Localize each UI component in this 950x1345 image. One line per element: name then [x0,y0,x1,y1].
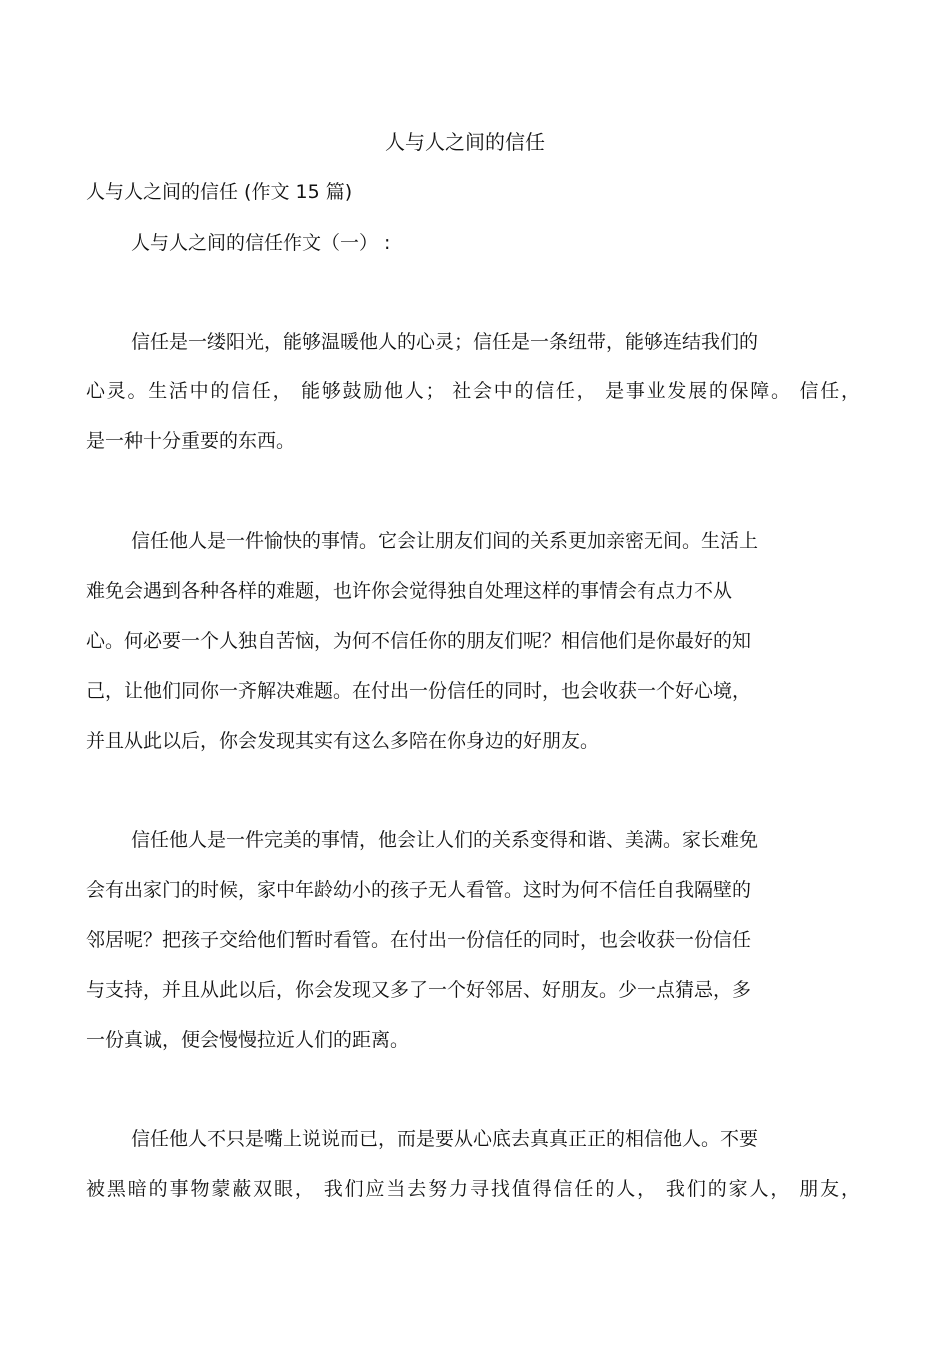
paragraph-1-line-3: 是一种十分重要的东西。 [86,430,296,452]
paragraph-3-line-4: 与支持，并且从此以后，你会发现又多了一个好邻居、好朋友。少一点猜忌，多 [86,979,752,1001]
paragraph-2-line-5: 并且从此以后，你会发现其实有这么多陪在你身边的好朋友。 [86,730,600,752]
paragraph-3-line-3: 邻居呢？把孩子交给他们暂时看管。在付出一份信任的同时，也会收获一份信任 [86,929,752,951]
paragraph-3-line-1: 信任他人是一件完美的事情，他会让人们的关系变得和谐、美满。家长难免 [131,829,759,851]
paragraph-1-line-2: 心灵。生活中的信任， 能够鼓励他人； 社会中的信任， 是事业发展的保障。 信任， [86,380,860,402]
document-title: 人与人之间的信任 [385,130,545,154]
paragraph-2-line-4: 己，让他们同你一齐解决难题。在付出一份信任的同时，也会收获一个好心境， [86,680,752,702]
paragraph-3-line-5: 一份真诚，便会慢慢拉近人们的距离。 [86,1029,410,1051]
paragraph-2-line-2: 难免会遇到各种各样的难题，也许你会觉得独自处理这样的事情会有点力不从 [86,580,733,602]
paragraph-2-line-3: 心。何必要一个人独自苦恼，为何不信任你的朋友们呢？相信他们是你最好的知 [86,630,752,652]
paragraph-4-line-1: 信任他人不只是嘴上说说而已，而是要从心底去真真正正的相信他人。不要 [131,1128,759,1150]
paragraph-2-line-1: 信任他人是一件愉快的事情。它会让朋友们间的关系更加亲密无间。生活上 [131,530,759,552]
paragraph-1-line-1: 信任是一缕阳光，能够温暖他人的心灵；信任是一条纽带，能够连结我们的 [131,331,759,353]
section-heading: 人与人之间的信任作文（一） : [131,232,391,254]
paragraph-4-line-2: 被黑暗的事物蒙蔽双眼， 我们应当去努力寻找值得信任的人， 我们的家人， 朋友， [86,1178,860,1200]
paragraph-3-line-2: 会有出家门的时候，家中年龄幼小的孩子无人看管。这时为何不信任自我隔壁的 [86,879,752,901]
document-subtitle: 人与人之间的信任 (作文 15 篇) [86,181,353,203]
